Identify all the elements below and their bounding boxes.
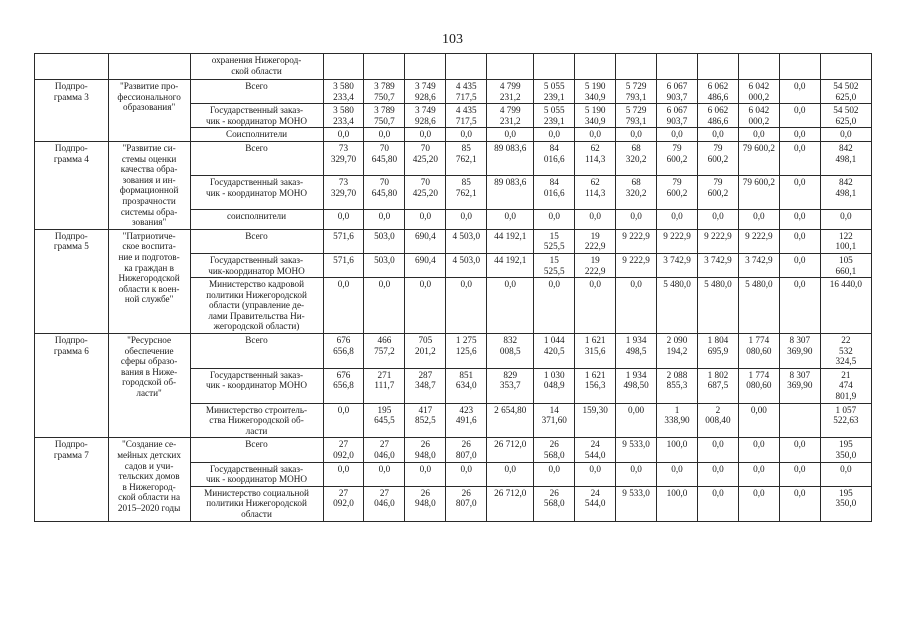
amount-cell: 0,0: [446, 278, 487, 334]
amount-cell: 466 757,2: [364, 334, 405, 369]
table-row: [35, 80, 872, 104]
amount-cell: 0,0: [534, 210, 575, 229]
amount-cell: 70 425,20: [405, 176, 446, 210]
amount-cell: 89 083,6: [487, 176, 534, 210]
amount-cell: 5 190 340,9: [575, 80, 616, 104]
amount-cell: 79 600,2: [657, 141, 698, 175]
amount-cell: 122 100,1: [820, 229, 871, 253]
amount-cell: 423 491,6: [446, 403, 487, 438]
amount-cell: 8 307 369,90: [779, 368, 820, 403]
amount-cell: 2 008,40: [697, 403, 738, 438]
amount-cell: 0,0: [697, 486, 738, 521]
amount-cell: 0,0: [738, 462, 779, 486]
responsible-party-label: Государственный заказ- чик - координатор МОНО: [190, 176, 323, 210]
amount-cell: 0,0: [534, 128, 575, 142]
subprogram-number: Подпро- грамма 7: [35, 438, 109, 521]
amount-cell: 0,0: [405, 462, 446, 486]
amount-cell: 26 568,0: [534, 486, 575, 521]
amount-cell: 27 046,0: [364, 438, 405, 462]
amount-cell: 0,0: [405, 278, 446, 334]
amount-cell: 70 425,20: [405, 141, 446, 175]
amount-cell: 1 802 687,5: [697, 368, 738, 403]
amount-cell: 26 712,0: [487, 486, 534, 521]
subprogram-number: Подпро- грамма 4: [35, 141, 109, 229]
amount-cell: 0,0: [779, 128, 820, 142]
amount-cell: 0,0: [487, 462, 534, 486]
subprogram-number: Подпро- грамма 6: [35, 334, 109, 438]
amount-cell: 1 621 315,6: [575, 334, 616, 369]
amount-cell: 68 320,2: [616, 141, 657, 175]
amount-cell: 0,0: [697, 462, 738, 486]
amount-cell: 26 807,0: [446, 438, 487, 462]
responsible-party-label: Государственный заказ- чик - координатор МОНО: [190, 368, 323, 403]
table-body: [35, 54, 872, 522]
amount-cell: 1 057 522,63: [820, 403, 871, 438]
amount-cell: 3 749 928,6: [405, 104, 446, 128]
amount-cell: 26 712,0: [487, 438, 534, 462]
amount-cell: 0,0: [657, 128, 698, 142]
table-row: [35, 438, 872, 462]
responsible-party-label: Всего: [190, 229, 323, 253]
amount-cell: 0,0: [616, 278, 657, 334]
amount-cell: 0,0: [779, 176, 820, 210]
amount-cell: 0,0: [534, 462, 575, 486]
amount-cell: 15 525,5: [534, 229, 575, 253]
empty-cell: [364, 54, 405, 80]
responsible-party-label: Министерство кадровой политики Нижегородской области (управление де- лами Правительства Ни- жегородской области): [190, 278, 323, 334]
amount-cell: 676 656,8: [323, 368, 364, 403]
amount-cell: 0,0: [697, 210, 738, 229]
budget-table: [34, 53, 872, 522]
continued-label: охранения Нижегород- ской области: [190, 54, 323, 80]
responsible-party-label: Всего: [190, 334, 323, 369]
amount-cell: 0,0: [575, 462, 616, 486]
amount-cell: 3 742,9: [697, 253, 738, 277]
amount-cell: 0,0: [323, 278, 364, 334]
amount-cell: 0,0: [779, 210, 820, 229]
responsible-party-label: Министерство строитель- ства Нижегородской об- ласти: [190, 403, 323, 438]
empty-cell: [35, 54, 109, 80]
amount-cell: 84 016,6: [534, 176, 575, 210]
amount-cell: 287 348,7: [405, 368, 446, 403]
amount-cell: 73 329,70: [323, 141, 364, 175]
responsible-party-label: Всего: [190, 141, 323, 175]
amount-cell: 0,0: [616, 462, 657, 486]
empty-cell: [534, 54, 575, 80]
amount-cell: 73 329,70: [323, 176, 364, 210]
amount-cell: 3 749 928,6: [405, 80, 446, 104]
amount-cell: 842 498,1: [820, 176, 871, 210]
amount-cell: 16 440,0: [820, 278, 871, 334]
amount-cell: 79 600,2: [697, 141, 738, 175]
amount-cell: 4 799 231,2: [487, 80, 534, 104]
amount-cell: 0,0: [657, 462, 698, 486]
amount-cell: 1 030 048,9: [534, 368, 575, 403]
empty-cell: [616, 54, 657, 80]
responsible-party-label: Всего: [190, 438, 323, 462]
amount-cell: 0,0: [405, 210, 446, 229]
amount-cell: 4 435 717,5: [446, 80, 487, 104]
amount-cell: 690,4: [405, 229, 446, 253]
subprogram-title: "Развитие про- фессионального образования": [108, 80, 190, 142]
amount-cell: 0,0: [323, 403, 364, 438]
amount-cell: 851 634,0: [446, 368, 487, 403]
amount-cell: 829 353,7: [487, 368, 534, 403]
amount-cell: 0,0: [405, 128, 446, 142]
amount-cell: 0,0: [738, 486, 779, 521]
empty-cell: [575, 54, 616, 80]
amount-cell: 195 350,0: [820, 438, 871, 462]
amount-cell: 0,0: [779, 141, 820, 175]
amount-cell: 1 804 695,9: [697, 334, 738, 369]
amount-cell: 0,0: [364, 210, 405, 229]
amount-cell: 2 088 855,3: [657, 368, 698, 403]
empty-cell: [446, 54, 487, 80]
subprogram-title: "Развитие си- стемы оценки качества обра- зования и ин- формационной прозрачности системы обра- зования": [108, 141, 190, 229]
amount-cell: 6 062 486,6: [697, 104, 738, 128]
amount-cell: 0,0: [738, 128, 779, 142]
amount-cell: 79 600,2: [697, 176, 738, 210]
amount-cell: 44 192,1: [487, 253, 534, 277]
amount-cell: 676 656,8: [323, 334, 364, 369]
amount-cell: 0,0: [487, 210, 534, 229]
amount-cell: 0,0: [697, 128, 738, 142]
amount-cell: 1 774 080,60: [738, 334, 779, 369]
amount-cell: 0,0: [779, 438, 820, 462]
amount-cell: 3 742,9: [738, 253, 779, 277]
amount-cell: 54 502 625,0: [820, 104, 871, 128]
amount-cell: 0,0: [779, 104, 820, 128]
responsible-party-label: соисполнители: [190, 210, 323, 229]
amount-cell: [779, 403, 820, 438]
amount-cell: 105 660,1: [820, 253, 871, 277]
amount-cell: 79 600,2: [738, 141, 779, 175]
amount-cell: 9 533,0: [616, 486, 657, 521]
amount-cell: 0,0: [738, 210, 779, 229]
amount-cell: 6 067 903,7: [657, 104, 698, 128]
amount-cell: 44 192,1: [487, 229, 534, 253]
subprogram-title: "Ресурсное обеспечение сферы образо- вания в Ниже- городской об- ласти": [108, 334, 190, 438]
amount-cell: 0,0: [738, 438, 779, 462]
subprogram-title: "Создание се- мейных детских садов и учи- тельских домов в Нижегород- ской области на 2015–2020 годы: [108, 438, 190, 521]
responsible-party-label: Государственный заказ- чик-координатор МОНО: [190, 253, 323, 277]
amount-cell: 0,0: [616, 128, 657, 142]
amount-cell: 8 307 369,90: [779, 334, 820, 369]
amount-cell: 3 580 233,4: [323, 80, 364, 104]
amount-cell: 85 762,1: [446, 141, 487, 175]
amount-cell: 22 532 324,5: [820, 334, 871, 369]
amount-cell: 0,0: [487, 278, 534, 334]
amount-cell: 0,0: [487, 128, 534, 142]
amount-cell: 19 222,9: [575, 229, 616, 253]
amount-cell: 0,00: [616, 403, 657, 438]
amount-cell: 62 114,3: [575, 176, 616, 210]
subprogram-number: Подпро- грамма 5: [35, 229, 109, 333]
amount-cell: 0,0: [575, 128, 616, 142]
amount-cell: 70 645,80: [364, 141, 405, 175]
amount-cell: 84 016,6: [534, 141, 575, 175]
responsible-party-label: Соисполнители: [190, 128, 323, 142]
amount-cell: 0,0: [364, 128, 405, 142]
amount-cell: 0,0: [534, 278, 575, 334]
amount-cell: 832 008,5: [487, 334, 534, 369]
amount-cell: 0,0: [323, 210, 364, 229]
amount-cell: 195 350,0: [820, 486, 871, 521]
amount-cell: 705 201,2: [405, 334, 446, 369]
amount-cell: 2 090 194,2: [657, 334, 698, 369]
amount-cell: 19 222,9: [575, 253, 616, 277]
amount-cell: 4 799 231,2: [487, 104, 534, 128]
amount-cell: 690,4: [405, 253, 446, 277]
empty-cell: [697, 54, 738, 80]
amount-cell: 5 480,0: [738, 278, 779, 334]
amount-cell: 24 544,0: [575, 486, 616, 521]
amount-cell: 3 742,9: [657, 253, 698, 277]
amount-cell: 27 092,0: [323, 486, 364, 521]
amount-cell: 0,0: [820, 462, 871, 486]
amount-cell: 68 320,2: [616, 176, 657, 210]
amount-cell: 27 046,0: [364, 486, 405, 521]
empty-cell: [779, 54, 820, 80]
empty-cell: [405, 54, 446, 80]
amount-cell: 3 789 750,7: [364, 104, 405, 128]
subprogram-title: "Патриотиче- ское воспита- ние и подготов- ка граждан в Нижегородской области к воен- ной службе": [108, 229, 190, 333]
amount-cell: 0,0: [446, 210, 487, 229]
amount-cell: 0,00: [738, 403, 779, 438]
amount-cell: 15 525,5: [534, 253, 575, 277]
amount-cell: 503,0: [364, 229, 405, 253]
amount-cell: 0,0: [323, 128, 364, 142]
page-number: 103: [442, 32, 463, 47]
empty-cell: [108, 54, 190, 80]
amount-cell: 1 044 420,5: [534, 334, 575, 369]
amount-cell: 0,0: [616, 210, 657, 229]
empty-cell: [487, 54, 534, 80]
amount-cell: 5 480,0: [697, 278, 738, 334]
amount-cell: 54 502 625,0: [820, 80, 871, 104]
amount-cell: 5 480,0: [657, 278, 698, 334]
amount-cell: 100,0: [657, 438, 698, 462]
amount-cell: 4 503,0: [446, 229, 487, 253]
amount-cell: 503,0: [364, 253, 405, 277]
amount-cell: 14 371,60: [534, 403, 575, 438]
amount-cell: 0,0: [779, 462, 820, 486]
amount-cell: 571,6: [323, 229, 364, 253]
amount-cell: 0,0: [446, 128, 487, 142]
continuation-row: [35, 54, 872, 80]
amount-cell: 1 934 498,5: [616, 334, 657, 369]
amount-cell: 0,0: [779, 80, 820, 104]
amount-cell: 6 062 486,6: [697, 80, 738, 104]
amount-cell: 0,0: [697, 438, 738, 462]
empty-cell: [820, 54, 871, 80]
amount-cell: 5 729 793,1: [616, 104, 657, 128]
table-row: [35, 141, 872, 175]
responsible-party-label: Всего: [190, 80, 323, 104]
amount-cell: 89 083,6: [487, 141, 534, 175]
amount-cell: 0,0: [446, 462, 487, 486]
amount-cell: 100,0: [657, 486, 698, 521]
amount-cell: 1 774 080,60: [738, 368, 779, 403]
amount-cell: 571,6: [323, 253, 364, 277]
amount-cell: 0,0: [657, 210, 698, 229]
amount-cell: 26 948,0: [405, 438, 446, 462]
amount-cell: 842 498,1: [820, 141, 871, 175]
amount-cell: 1 275 125,6: [446, 334, 487, 369]
amount-cell: 0,0: [820, 210, 871, 229]
responsible-party-label: Государственный заказ- чик - координатор МОНО: [190, 462, 323, 486]
amount-cell: 9 222,9: [738, 229, 779, 253]
amount-cell: 27 092,0: [323, 438, 364, 462]
table-row: [35, 334, 872, 369]
responsible-party-label: Министерство социальной политики Нижегородской области: [190, 486, 323, 521]
table-row: [35, 229, 872, 253]
amount-cell: 85 762,1: [446, 176, 487, 210]
amount-cell: 0,0: [323, 462, 364, 486]
amount-cell: 271 111,7: [364, 368, 405, 403]
amount-cell: 1 621 156,3: [575, 368, 616, 403]
amount-cell: 26 807,0: [446, 486, 487, 521]
amount-cell: 0,0: [779, 253, 820, 277]
responsible-party-label: Государственный заказ- чик - координатор МОНО: [190, 104, 323, 128]
empty-cell: [738, 54, 779, 80]
amount-cell: 9 222,9: [697, 229, 738, 253]
amount-cell: 195 645,5: [364, 403, 405, 438]
amount-cell: 9 222,9: [616, 253, 657, 277]
amount-cell: 417 852,5: [405, 403, 446, 438]
amount-cell: 0,0: [779, 278, 820, 334]
amount-cell: 0,0: [779, 229, 820, 253]
amount-cell: 5 055 239,1: [534, 104, 575, 128]
amount-cell: 4 435 717,5: [446, 104, 487, 128]
amount-cell: 4 503,0: [446, 253, 487, 277]
amount-cell: 70 645,80: [364, 176, 405, 210]
amount-cell: 9 222,9: [657, 229, 698, 253]
amount-cell: 3 789 750,7: [364, 80, 405, 104]
amount-cell: 6 067 903,7: [657, 80, 698, 104]
amount-cell: 0,0: [779, 486, 820, 521]
amount-cell: 79 600,2: [738, 176, 779, 210]
amount-cell: 1 338,90: [657, 403, 698, 438]
amount-cell: 159,30: [575, 403, 616, 438]
amount-cell: 0,0: [820, 128, 871, 142]
amount-cell: 5 190 340,9: [575, 104, 616, 128]
amount-cell: 0,0: [364, 278, 405, 334]
amount-cell: 26 568,0: [534, 438, 575, 462]
amount-cell: 3 580 233,4: [323, 104, 364, 128]
amount-cell: 9 533,0: [616, 438, 657, 462]
amount-cell: 2 654,80: [487, 403, 534, 438]
amount-cell: 26 948,0: [405, 486, 446, 521]
amount-cell: 24 544,0: [575, 438, 616, 462]
amount-cell: 5 729 793,1: [616, 80, 657, 104]
amount-cell: 21 474 801,9: [820, 368, 871, 403]
amount-cell: 79 600,2: [657, 176, 698, 210]
empty-cell: [323, 54, 364, 80]
amount-cell: 9 222,9: [616, 229, 657, 253]
subprogram-number: Подпро- грамма 3: [35, 80, 109, 142]
amount-cell: 6 042 000,2: [738, 80, 779, 104]
amount-cell: 6 042 000,2: [738, 104, 779, 128]
amount-cell: 0,0: [575, 210, 616, 229]
amount-cell: 5 055 239,1: [534, 80, 575, 104]
amount-cell: 0,0: [575, 278, 616, 334]
amount-cell: 1 934 498,50: [616, 368, 657, 403]
amount-cell: 62 114,3: [575, 141, 616, 175]
empty-cell: [657, 54, 698, 80]
amount-cell: 0,0: [364, 462, 405, 486]
